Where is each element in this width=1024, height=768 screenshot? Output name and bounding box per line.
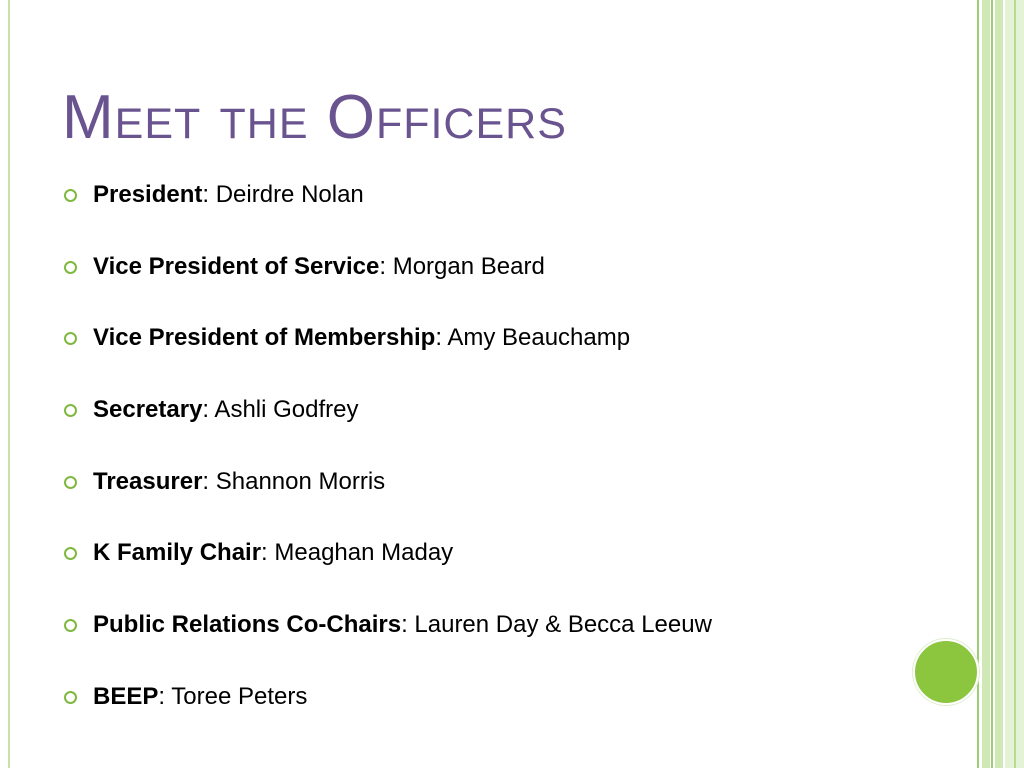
officer-role: President — [93, 181, 203, 208]
circle-bullet-icon — [64, 332, 77, 345]
officer-name: : Amy Beauchamp — [435, 324, 631, 352]
list-item — [62, 463, 712, 535]
list-item — [62, 176, 712, 248]
circle-bullet-icon — [64, 261, 77, 274]
right-stripe — [991, 0, 993, 768]
officer-name: : Meaghan Maday — [261, 539, 454, 567]
officer-name: : Deirdre Nolan — [202, 181, 364, 208]
circle-bullet-icon — [64, 547, 77, 560]
list-item — [62, 678, 712, 750]
right-stripe — [982, 0, 990, 768]
circle-bullet-icon — [64, 189, 77, 202]
officer-list — [62, 176, 712, 750]
officer-role: Public Relations Co-Chairs — [93, 611, 402, 639]
circle-bullet-icon — [64, 619, 77, 632]
officer-name: : Morgan Beard — [379, 252, 545, 280]
decorative-circle — [913, 639, 979, 705]
list-item — [62, 534, 712, 606]
list-item — [62, 319, 712, 391]
list-item — [62, 391, 712, 463]
circle-bullet-icon — [64, 476, 77, 489]
officer-role: K Family Chair — [93, 539, 262, 567]
right-stripe — [995, 0, 1003, 768]
officer-role: Treasurer — [93, 467, 203, 495]
circle-bullet-icon — [64, 691, 77, 704]
officer-name: : Toree Peters — [158, 682, 308, 710]
slide-title: Meet the Officers — [62, 83, 567, 152]
circle-bullet-icon — [64, 404, 77, 417]
officer-name: : Ashli Godfrey — [202, 396, 359, 424]
left-accent-rule — [8, 0, 10, 768]
list-item — [62, 248, 712, 320]
list-item — [62, 606, 712, 678]
officer-role: Vice President of Service — [93, 252, 380, 280]
officer-role: Vice President of Membership — [93, 324, 436, 352]
officer-name: : Lauren Day & Becca Leeuw — [401, 611, 712, 639]
officer-name: : Shannon Morris — [202, 467, 386, 495]
officer-role: Secretary — [93, 396, 203, 424]
officer-role: BEEP — [93, 682, 159, 710]
right-stripe — [977, 0, 979, 768]
right-stripe — [1014, 0, 1016, 768]
